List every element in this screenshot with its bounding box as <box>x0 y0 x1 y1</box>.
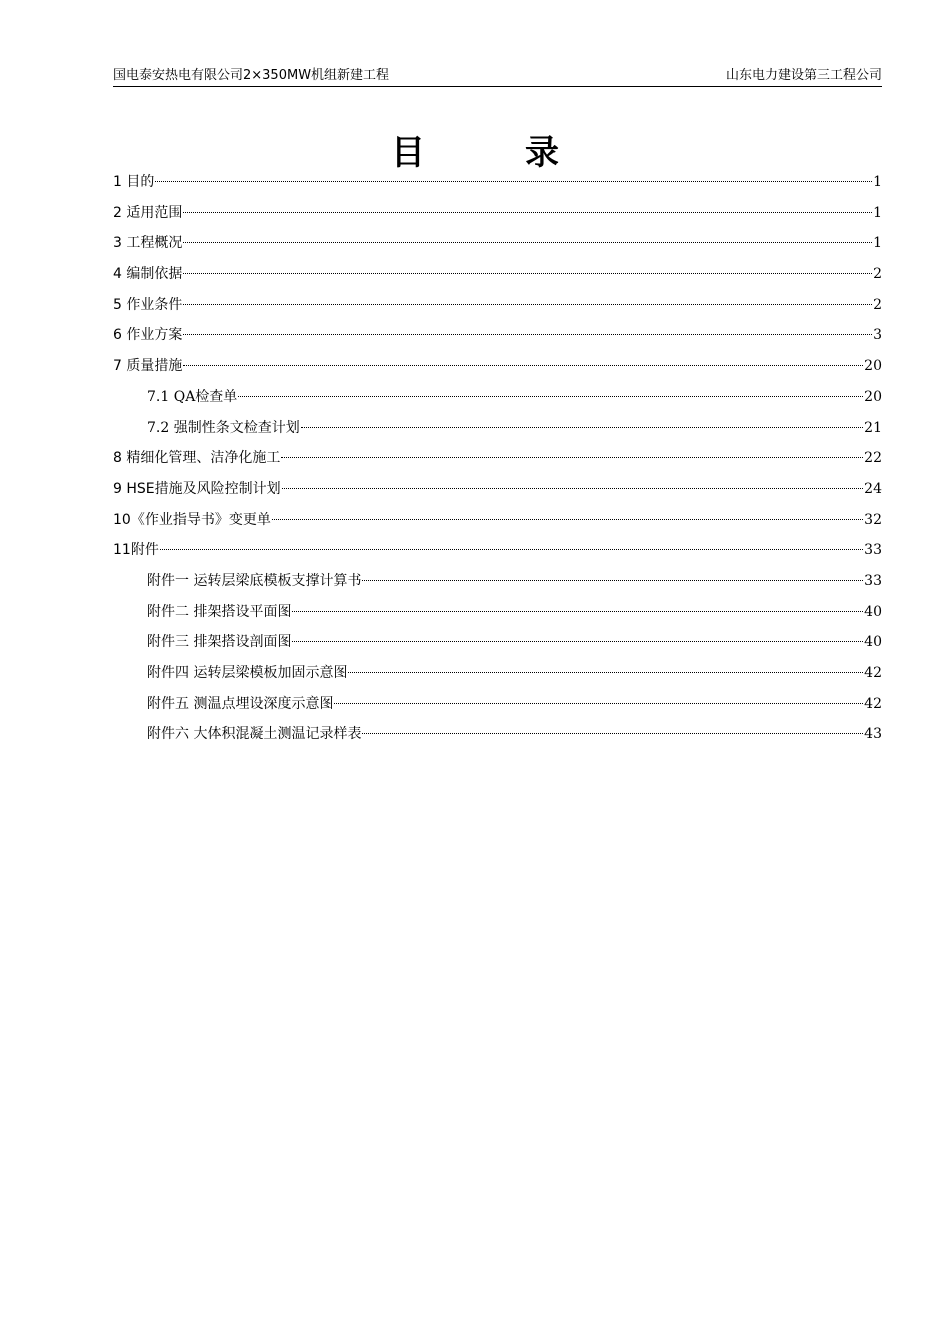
toc-entry[interactable] <box>113 446 882 477</box>
toc-entry[interactable] <box>113 323 882 354</box>
toc-entry[interactable] <box>113 170 882 201</box>
toc-entry[interactable] <box>113 354 882 385</box>
toc-subentry[interactable] <box>113 692 882 723</box>
toc-subentry[interactable] <box>113 661 882 692</box>
toc-entry-label: 附件五 测温点埋设深度示意图 <box>147 695 334 712</box>
toc-subentry[interactable] <box>113 630 882 661</box>
toc-entry-label: 4 编制依据 <box>113 266 183 283</box>
toc-entry-page: 2 <box>873 296 882 313</box>
toc-entry-page: 40 <box>864 603 882 620</box>
dot-leader <box>183 365 863 366</box>
toc-entry-page: 2 <box>873 266 882 283</box>
toc-entry[interactable] <box>113 262 882 293</box>
dot-leader <box>160 549 863 550</box>
page-header <box>113 66 882 87</box>
toc-subentry[interactable] <box>113 569 882 600</box>
toc-entry-label: 7.1 QA检查单 <box>147 388 238 405</box>
toc-entry-page: 33 <box>864 542 882 559</box>
toc-entry-label: 6 作业方案 <box>113 327 183 344</box>
toc-entry-page: 1 <box>873 174 882 190</box>
toc-entry-label: 11附件 <box>113 542 159 559</box>
toc-entry-page: 40 <box>864 634 882 651</box>
toc-entry[interactable] <box>113 538 882 569</box>
dot-leader <box>281 457 863 458</box>
toc-entry-label: 附件一 运转层梁底模板支撑计算书 <box>147 572 362 589</box>
toc-entry-page: 1 <box>873 235 882 252</box>
toc-entry-page: 42 <box>864 695 882 712</box>
dot-leader <box>301 427 863 428</box>
toc-entry-page: 33 <box>864 572 882 589</box>
toc-entry-page: 20 <box>864 388 882 405</box>
dot-leader <box>183 304 872 305</box>
toc-entry[interactable] <box>113 508 882 539</box>
toc-entry-page: 22 <box>864 450 882 467</box>
header-company-name: 山东电力建设第三工程公司 <box>725 68 882 83</box>
toc-entry-label: 附件三 排架搭设剖面图 <box>147 634 292 651</box>
toc-entry-label: 9 HSE措施及风险控制计划 <box>113 480 281 497</box>
toc-entry-label: 7.2 强制性条文检查计划 <box>147 419 300 436</box>
header-project-name: 国电泰安热电有限公司2×350MW机组新建工程 <box>113 68 390 83</box>
toc-subentry[interactable] <box>113 600 882 631</box>
dot-leader <box>238 396 863 397</box>
toc-entry-page: 20 <box>864 358 882 375</box>
dot-leader <box>183 273 872 274</box>
toc-subentry[interactable] <box>113 722 882 753</box>
dot-leader <box>362 580 863 581</box>
dot-leader <box>272 519 863 520</box>
toc-entry-label: 10《作业指导书》变更单 <box>113 511 271 528</box>
dot-leader <box>292 641 863 642</box>
toc-entry-label: 5 作业条件 <box>113 296 183 313</box>
toc-entry-page: 24 <box>864 480 882 497</box>
dot-leader <box>282 488 864 489</box>
toc-entry-label: 2 适用范围 <box>113 204 183 221</box>
toc-entry-label: 附件六 大体积混凝土测温记录样表 <box>147 726 362 743</box>
dot-leader <box>155 181 872 182</box>
dot-leader <box>183 334 872 335</box>
toc-entry-label: 附件二 排架搭设平面图 <box>147 603 292 620</box>
toc-entry-page: 42 <box>864 665 882 681</box>
toc-entry-label: 附件四 运转层梁模板加固示意图 <box>147 665 348 681</box>
toc-title: 目录 <box>391 133 659 173</box>
toc-entry-label: 8 精细化管理、洁净化施工 <box>113 450 281 467</box>
toc-entry-page: 21 <box>864 419 882 436</box>
toc-entry-label: 7 质量措施 <box>113 358 183 375</box>
table-of-contents <box>113 170 882 753</box>
toc-subentry[interactable] <box>113 385 882 416</box>
dot-leader <box>292 611 863 612</box>
toc-entry-label: 1 目的 <box>113 174 155 190</box>
toc-entry-page: 32 <box>864 511 882 528</box>
toc-entry-page: 43 <box>864 726 882 743</box>
dot-leader <box>183 212 872 213</box>
toc-entry[interactable] <box>113 231 882 262</box>
toc-entry-page: 3 <box>873 327 882 344</box>
toc-entry[interactable] <box>113 201 882 232</box>
dot-leader <box>183 242 872 243</box>
toc-entry-label: 3 工程概况 <box>113 235 183 252</box>
dot-leader <box>348 672 863 673</box>
dot-leader <box>362 733 863 734</box>
toc-subentry[interactable] <box>113 416 882 447</box>
toc-entry-page: 1 <box>873 204 882 221</box>
toc-entry[interactable] <box>113 293 882 324</box>
dot-leader <box>334 703 863 704</box>
toc-entry[interactable] <box>113 477 882 508</box>
